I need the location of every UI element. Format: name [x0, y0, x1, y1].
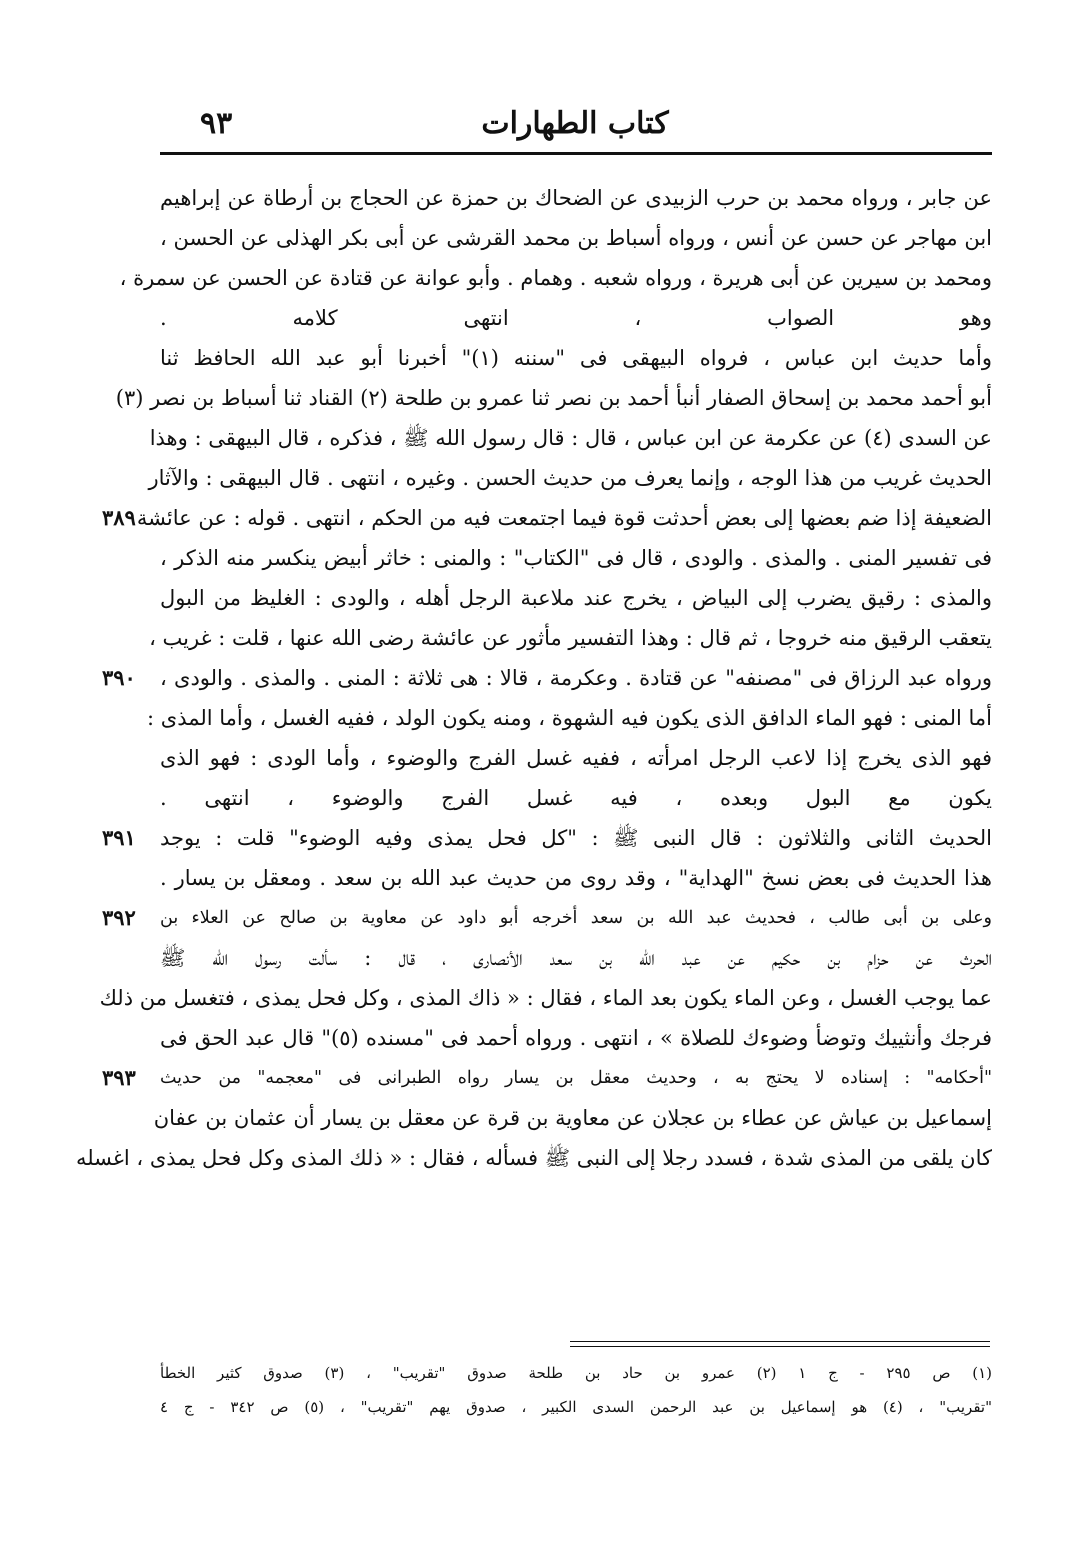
- footnotes: [160, 1356, 992, 1424]
- text-line: [160, 578, 992, 618]
- hadith-number: ٣٩٠: [102, 665, 136, 690]
- text-line: [102, 818, 992, 858]
- page-number: ٩٣: [200, 106, 233, 141]
- text-line-content: فهو الذى يخرج إذا لاعب الرجل امرأته ، ففيه غسل الفرج والوضوء ، وأما الودى : فهو الذى: [160, 746, 992, 770]
- text-line-content: هذا الحديث فى بعض نسخ "الهداية" ، وقد روى من حديث عبد الله بن سعد . ومعقل بن يسار .: [160, 866, 992, 890]
- text-line-content: ابن مهاجر عن حسن عن أنس ، ورواه أسباط بن محمد القرشى عن أبى بكر الهذلى عن الحسن ،: [160, 226, 992, 250]
- text-line: [102, 498, 992, 538]
- text-line: [160, 218, 992, 258]
- text-line-content: الحديث غريب من هذا الوجه ، وإنما يعرف من حديث الحسن . وغيره ، انتهى . قال البيهقى : والآثار: [148, 466, 992, 490]
- text-line: [102, 1058, 992, 1098]
- text-line: [160, 338, 992, 378]
- text-line-content: عن السدى (٤) عن عكرمة عن ابن عباس ، قال : قال رسول الله ﷺ ، فذكره ، قال البيهقى : وهذا: [149, 426, 992, 450]
- text-line-content: وهو الصواب ، انتهى كلامه .: [160, 306, 992, 330]
- page-title: كتاب الطهارات: [481, 106, 669, 141]
- text-line: [160, 738, 992, 778]
- footnote-line: "تقريب" ، (٤) هو إسماعيل بن عبد الرحمن السدى الكبير ، صدوق يهم "تقريب" ، (٥) ص ٣٤٢ - ج ٤: [160, 1398, 992, 1416]
- text-line-content: وعلى بن أبى طالب ، فحديث عبد الله بن سعد أخرجه أبو داود عن معاوية بن صالح عن العلاء بن: [160, 908, 992, 928]
- header-divider: [160, 152, 992, 155]
- main-text: [75, 178, 992, 1178]
- text-line: [160, 858, 992, 898]
- text-line: [160, 178, 992, 218]
- hadith-number: ٣٩٣: [102, 1065, 136, 1090]
- text-line: [115, 378, 992, 418]
- text-line: [75, 1138, 992, 1178]
- text-line: [119, 258, 992, 298]
- text-line: [102, 898, 992, 938]
- footnote-line: (١) ص ٢٩٥ - ج ١ (٢) عمرو بن حاد بن طلحة صدوق "تقريب" ، (٣) صدوق كثير الخطأ: [160, 1364, 992, 1382]
- page-header: [160, 100, 990, 148]
- text-line-content: والمذى : رقيق يضرب إلى البياض ، يخرج عند ملاعبة الرجل أهله ، والودى : الغليظ من البول: [160, 586, 992, 610]
- text-line-content: أما المنى : فهو الماء الدافق الذى يكون فيه الشهوة ، ومنه يكون الولد ، ففيه الغسل ، وأما المذى :: [147, 706, 992, 730]
- text-line-content: ورواه عبد الرزاق فى "مصنفه" عن قتادة . وعكرمة ، قالا : هى ثلاثة : المنى . والمذى . والودى ،: [160, 666, 992, 690]
- text-line-content: "أحكامه" : إسناده لا يحتج به ، وحديث معقل بن يسار رواه الطبرانى فى "معجمه" من حديث: [160, 1068, 992, 1088]
- text-line: [148, 458, 992, 498]
- text-line: [147, 698, 992, 738]
- hadith-number: ٣٩١: [102, 825, 136, 850]
- footnote-divider: [570, 1341, 990, 1349]
- text-line-content: عن جابر ، ورواه محمد بن حرب الزبيدى عن الضحاك بن حمزة عن الحجاج بن أرطاة عن إبراهيم: [160, 186, 992, 210]
- text-line: [160, 1018, 992, 1058]
- text-line-content: الضعيفة إذا ضم بعضها إلى بعض أحدثت قوة فيما اجتمعت فيه من الحكم ، انتهى . قوله : عن عائشة: [136, 506, 992, 530]
- text-line-content: الحرث عن حزام بن حكيم عن عبد الله بن سعد الأنصارى ، قال : سألت رسول الله ﷺ: [160, 946, 992, 970]
- text-line-content: كان يلقى من المذى شدة ، فسدد رجلا إلى النبى ﷺ فسأله ، فقال : « ذلك المذى وكل فحل يمذى ، اغسله: [75, 1146, 992, 1170]
- text-line-content: وأما حديث ابن عباس ، فرواه البيهقى فى "سننه (١)" أخبرنا أبو عبد الله الحافظ ثنا: [160, 346, 992, 370]
- text-line: [153, 1098, 992, 1138]
- text-line-content: فى تفسير المنى . والمذى . والودى ، قال فى "الكتاب" : والمنى : خاثر أبيض ينكسر منه الذكر ،: [160, 546, 992, 570]
- text-line: [102, 658, 992, 698]
- text-line: [160, 298, 992, 338]
- text-line-content: فرجك وأنثييك وتوضأ وضوءك للصلاة » ، انتهى . ورواه أحمد فى "مسنده (٥)" قال عبد الحق فى: [160, 1026, 992, 1050]
- text-line: [149, 418, 992, 458]
- text-line-content: ومحمد بن سيرين عن أبى هريرة ، ورواه شعبه . وهمام . وأبو عوانة عن قتادة عن الحسن عن سمرة ،: [119, 266, 992, 290]
- text-line: [160, 538, 992, 578]
- text-line-content: يتعقب الرقيق منه خروجا ، ثم قال : وهذا التفسير مأثور عن عائشة رضى الله عنها ، قلت : غريب ،: [149, 626, 992, 650]
- hadith-number: ٣٩٢: [102, 905, 136, 930]
- text-line-content: الحديث الثانى والثلاثون : قال النبى ﷺ : "كل فحل يمذى وفيه الوضوء" قلت : يوجد: [160, 826, 992, 850]
- text-line-content: يكون مع البول وبعده ، فيه غسل الفرج والوضوء ، انتهى .: [160, 786, 992, 810]
- text-line: [149, 618, 992, 658]
- text-line-content: إسماعيل بن عياش عن عطاء بن عجلان عن معاوية بن قرة عن معقل بن يسار أن عثمان بن عفان: [153, 1106, 992, 1130]
- text-line: [99, 978, 992, 1018]
- text-line-content: عما يوجب الغسل ، وعن الماء يكون بعد الماء ، فقال : « ذاك المذى ، وكل فحل يمذى ، فتغسل من ذلك: [99, 986, 992, 1010]
- text-line: [160, 778, 992, 818]
- text-line: [160, 938, 992, 978]
- text-line-content: أبو أحمد محمد بن إسحاق الصفار أنبأ أحمد بن نصر ثنا عمرو بن طلحة (٢) القناد ثنا أسباط بن نصر (٣): [115, 386, 992, 410]
- hadith-number: ٣٨٩: [102, 505, 136, 530]
